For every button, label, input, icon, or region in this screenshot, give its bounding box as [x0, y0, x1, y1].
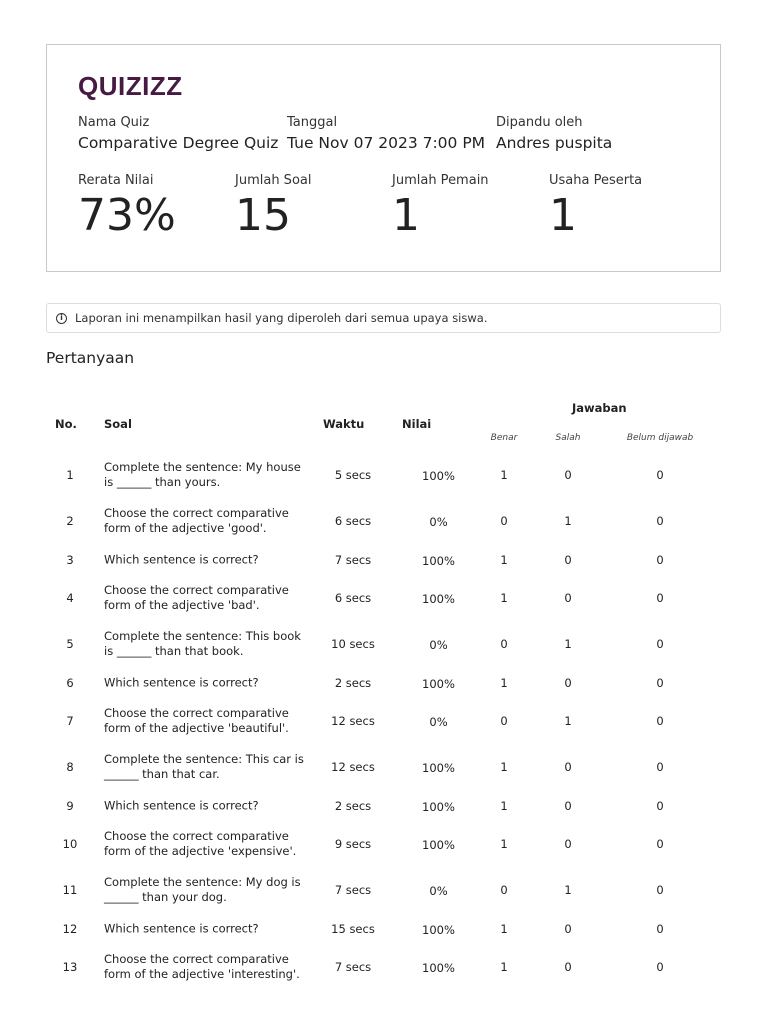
unanswered-count: 0: [656, 468, 664, 482]
correct-count: 1: [500, 675, 508, 690]
question-text: Choose the correct comparative form of the adjective 'expensive'.: [104, 829, 297, 858]
score-value: 100%: [422, 553, 455, 568]
correct-count: 0: [500, 883, 508, 897]
host-field: [496, 115, 612, 152]
table-row: [46, 452, 722, 498]
question-text: Complete the sentence: This car is ______ than that car.: [104, 752, 304, 781]
question-text: Which sentence is correct?: [104, 552, 259, 566]
quiz-name-label: Nama Quiz: [78, 115, 150, 130]
attempts-value: 1: [549, 190, 577, 241]
time-value: 7 secs: [334, 960, 372, 974]
time-value: 12 secs: [331, 760, 375, 774]
wrong-count: 0: [564, 798, 572, 813]
question-count-value: 15: [235, 190, 291, 241]
time-value: 6 secs: [334, 591, 372, 605]
time-value: 7 secs: [334, 883, 372, 897]
table-row: [46, 913, 722, 944]
table-body: [46, 452, 722, 990]
unanswered-count: 0: [656, 921, 664, 936]
question-text: Choose the correct comparative form of the adjective 'beautiful'.: [104, 706, 289, 735]
correct-count: 1: [500, 798, 508, 813]
wrong-count: 0: [564, 468, 572, 482]
host-label: Dipandu oleh: [496, 115, 583, 130]
score-value: 0%: [429, 884, 448, 898]
unanswered-count: 0: [656, 552, 664, 567]
player-count-label: Jumlah Pemain: [392, 173, 489, 188]
question-number: 10: [62, 837, 78, 851]
question-text: Which sentence is correct?: [104, 921, 259, 935]
time-value: 10 secs: [331, 637, 375, 651]
header-question: Soal: [104, 417, 132, 431]
time-value: 5 secs: [334, 468, 372, 482]
unanswered-count: 0: [656, 514, 664, 528]
question-text: Choose the correct comparative form of the adjective 'interesting'.: [104, 952, 300, 981]
wrong-count: 0: [564, 675, 572, 690]
quiz-name-value: Comparative Degree Quiz: [78, 134, 279, 152]
header-wrong: Salah: [555, 433, 581, 443]
table-row: [46, 944, 722, 990]
wrong-count: 1: [564, 883, 572, 897]
question-text: Complete the sentence: My house is ______ than yours.: [104, 460, 301, 489]
unanswered-count: 0: [656, 714, 664, 728]
section-title: Pertanyaan: [46, 349, 135, 367]
table-row: [46, 544, 722, 575]
info-icon: i: [56, 313, 67, 324]
question-count-label: Jumlah Soal: [235, 173, 312, 188]
table-row: [46, 790, 722, 821]
correct-count: 1: [500, 591, 508, 605]
question-number: 7: [66, 714, 74, 728]
correct-count: 1: [500, 760, 508, 774]
player-count-value: 1: [392, 190, 420, 241]
correct-count: 0: [500, 637, 508, 651]
question-text: Choose the correct comparative form of the adjective 'bad'.: [104, 583, 289, 612]
player-count-stat: [392, 173, 489, 242]
avg-score-stat: [78, 173, 176, 242]
correct-count: 0: [500, 714, 508, 728]
wrong-count: 0: [564, 921, 572, 936]
table-row: [46, 821, 722, 867]
unanswered-count: 0: [656, 675, 664, 690]
question-number: 12: [62, 921, 78, 936]
score-value: 100%: [422, 592, 455, 606]
time-value: 7 secs: [334, 552, 372, 567]
question-text: Which sentence is correct?: [104, 675, 259, 689]
question-number: 1: [66, 468, 74, 482]
wrong-count: 1: [564, 637, 572, 651]
correct-count: 1: [500, 960, 508, 974]
wrong-count: 1: [564, 514, 572, 528]
question-text: Complete the sentence: This book is ______ than that book.: [104, 629, 301, 658]
question-number: 3: [66, 552, 74, 567]
info-banner-text: Laporan ini menampilkan hasil yang diperoleh dari semua upaya siswa.: [75, 311, 488, 325]
question-count-stat: [235, 173, 311, 242]
time-value: 6 secs: [334, 514, 372, 528]
unanswered-count: 0: [656, 883, 664, 897]
question-number: 11: [62, 883, 78, 897]
question-number: 9: [66, 798, 74, 813]
wrong-count: 0: [564, 591, 572, 605]
avg-score-value: 73%: [78, 190, 176, 241]
correct-count: 0: [500, 514, 508, 528]
time-value: 2 secs: [334, 675, 372, 690]
correct-count: 1: [500, 921, 508, 936]
quiz-summary-card: [46, 44, 721, 272]
header-correct: Benar: [490, 433, 518, 443]
question-number: 13: [62, 960, 78, 974]
wrong-count: 0: [564, 760, 572, 774]
question-text: Which sentence is correct?: [104, 798, 259, 812]
wrong-count: 0: [564, 837, 572, 851]
time-value: 12 secs: [331, 714, 375, 728]
quizizz-logo: QUIZIZZ: [78, 71, 183, 101]
table-row: [46, 744, 722, 790]
info-banner: [46, 303, 721, 333]
question-number: 8: [66, 760, 74, 774]
header-score: Nilai: [402, 417, 432, 431]
table-header: [46, 397, 722, 452]
wrong-count: 1: [564, 714, 572, 728]
avg-score-label: Rerata Nilai: [78, 173, 154, 188]
header-answers: Jawaban: [572, 401, 627, 415]
score-value: 0%: [429, 715, 448, 729]
table-row: [46, 867, 722, 913]
unanswered-count: 0: [656, 591, 664, 605]
question-number: 5: [66, 637, 74, 651]
unanswered-count: 0: [656, 960, 664, 974]
quiz-name-field: [78, 115, 278, 152]
time-value: 2 secs: [334, 798, 372, 813]
score-value: 100%: [422, 922, 455, 937]
score-value: 100%: [422, 799, 455, 814]
table-row: [46, 667, 722, 698]
score-value: 100%: [422, 838, 455, 852]
header-no: No.: [55, 417, 77, 431]
correct-count: 1: [500, 837, 508, 851]
host-value: Andres puspita: [496, 134, 613, 152]
unanswered-count: 0: [656, 798, 664, 813]
unanswered-count: 0: [656, 637, 664, 651]
table-row: [46, 575, 722, 621]
score-value: 0%: [429, 515, 448, 529]
question-number: 2: [66, 514, 74, 528]
table-row: [46, 698, 722, 744]
wrong-count: 0: [564, 960, 572, 974]
table-row: [46, 621, 722, 667]
questions-table: [46, 397, 722, 990]
wrong-count: 0: [564, 552, 572, 567]
correct-count: 1: [500, 552, 508, 567]
question-number: 4: [66, 591, 74, 605]
score-value: 100%: [422, 469, 455, 483]
attempts-label: Usaha Peserta: [549, 173, 643, 188]
score-value: 100%: [422, 961, 455, 975]
header-unanswered: Belum dijawab: [626, 433, 694, 443]
time-value: 15 secs: [331, 921, 375, 936]
header-time: Waktu: [323, 417, 365, 431]
date-value: Tue Nov 07 2023 7:00 PM: [287, 134, 486, 152]
question-number: 6: [66, 675, 74, 690]
attempts-stat: [549, 173, 642, 242]
score-value: 0%: [429, 638, 448, 652]
date-label: Tanggal: [287, 115, 338, 130]
score-value: 100%: [422, 676, 455, 691]
unanswered-count: 0: [656, 760, 664, 774]
correct-count: 1: [500, 468, 508, 482]
time-value: 9 secs: [334, 837, 372, 851]
date-field: [287, 115, 485, 152]
table-row: [46, 498, 722, 544]
score-value: 100%: [422, 761, 455, 775]
question-text: Choose the correct comparative form of the adjective 'good'.: [104, 506, 289, 535]
question-text: Complete the sentence: My dog is ______ than your dog.: [104, 875, 301, 904]
unanswered-count: 0: [656, 837, 664, 851]
